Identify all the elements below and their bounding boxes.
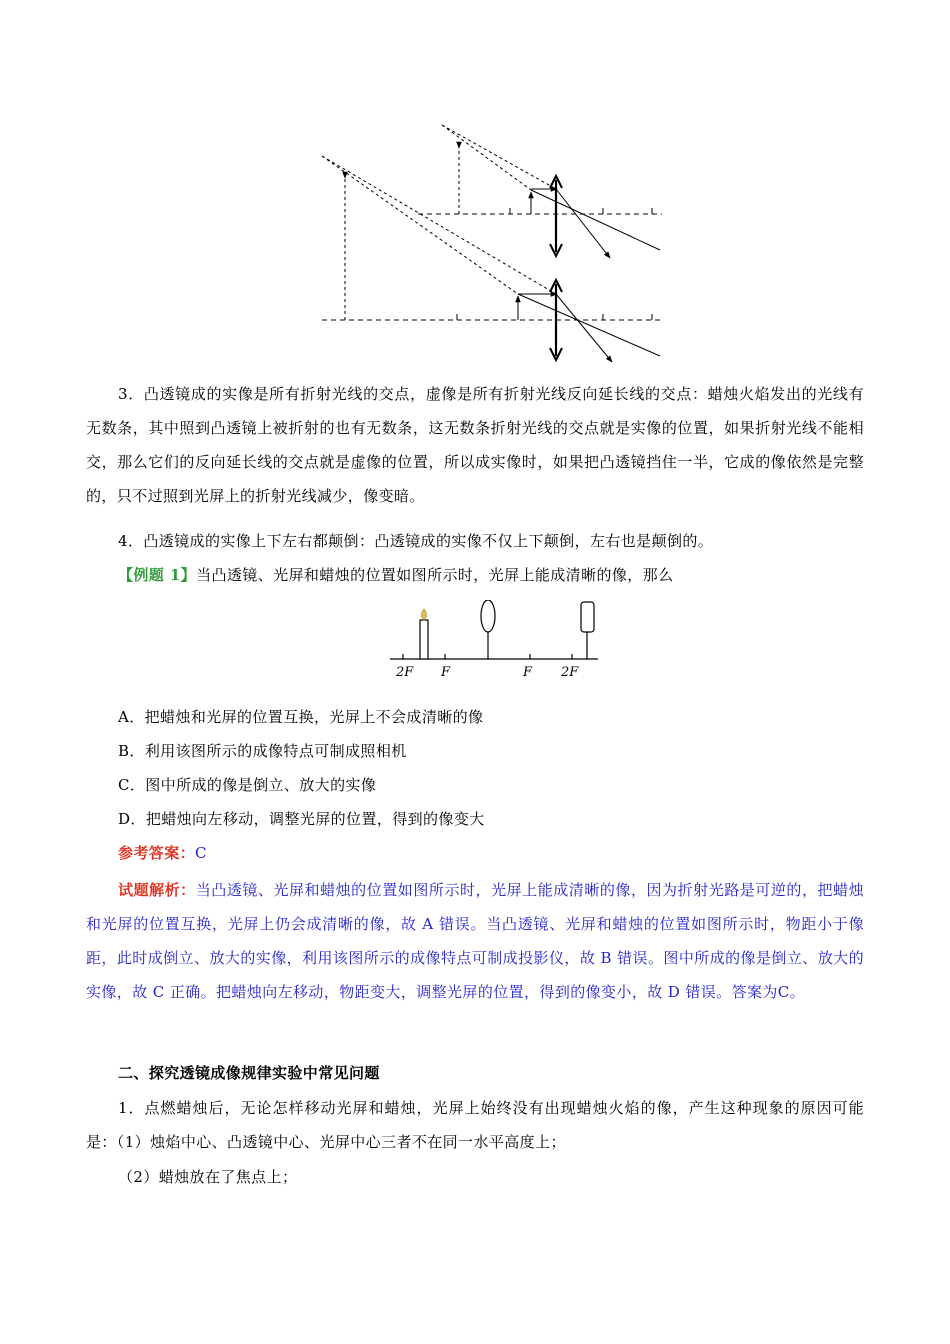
label-2f-right: 2F [561, 665, 579, 680]
example-tag: 【例题 1】 [118, 566, 197, 584]
lens-bench-diagram [385, 600, 605, 682]
label-f-left: F [441, 665, 451, 680]
section-2-heading: 二、探究透镜成像规律实验中常见问题 [118, 1064, 380, 1082]
section-2-item-1-2: （2）蜡烛放在了焦点上； [118, 1168, 298, 1186]
analysis [86, 873, 864, 1009]
label-f-right: F [523, 665, 533, 680]
option-d: D．把蜡烛向左移动，调整光屏的位置，得到的像变大 [118, 810, 485, 828]
answer [118, 841, 207, 865]
paragraph-point-3: 3．凸透镜成的实像是所有折射光线的交点，虚像是所有折射光线反向延长线的交点：蜡烛火焰发出的光线有无数条，其中照到凸透镜上被折射的也有无数条，这无数条折射光线的交点就是实像的位置，如果折射光线不能相交，那么它们的反向延长线的交点就是虚像的位置，所以成实像时，如果把凸透镜挡住一半，它成的像依然是完整的，只不过照到光屏上的折射光线减少，像变暗。 [86, 385, 864, 505]
section-2-item-1: 1．点燃蜡烛后，无论怎样移动光屏和蜡烛，光屏上始终没有出现蜡烛火焰的像，产生这种现象的原因可能是：（1）烛焰中心、凸透镜中心、光屏中心三者不在同一水平高度上； [86, 1099, 864, 1151]
answer-value: C [195, 844, 207, 862]
ray-diagram-top [310, 115, 670, 365]
option-a: A．把蜡烛和光屏的位置互换，光屏上不会成清晰的像 [118, 708, 484, 726]
answer-label: 参考答案： [118, 844, 196, 862]
analysis-text: 当凸透镜、光屏和蜡烛的位置如图所示时，光屏上能成清晰的像，因为折射光路是可逆的，把蜡烛和光屏的位置互换，光屏上仍会成清晰的像，故 A 错误。当凸透镜、光屏和蜡烛的位置如图所示时，物距小于像距，此时成倒立、放大的实像，利用该图所示的成像特点可制成投影仪，故 B 错误。图中所成的像是倒立、放大的实像，故 C 正确。把蜡烛向左移动，物距变大，调整光屏的位置，得到的像变小，故 D 错误。答案为C。 [86, 881, 864, 1001]
example-question-text: 当凸透镜、光屏和蜡烛的位置如图所示时，光屏上能成清晰的像，那么 [196, 566, 674, 584]
option-b: B．利用该图所示的成像特点可制成照相机 [118, 742, 407, 760]
label-2f-left: 2F [396, 665, 414, 680]
analysis-label: 试题解析： [118, 881, 196, 899]
option-c: C．图中所成的像是倒立、放大的实像 [118, 776, 377, 794]
paragraph-point-4: 4．凸透镜成的实像上下左右都颠倒：凸透镜成的实像不仅上下颠倒，左右也是颠倒的。 [118, 532, 714, 550]
example-question [118, 563, 673, 587]
